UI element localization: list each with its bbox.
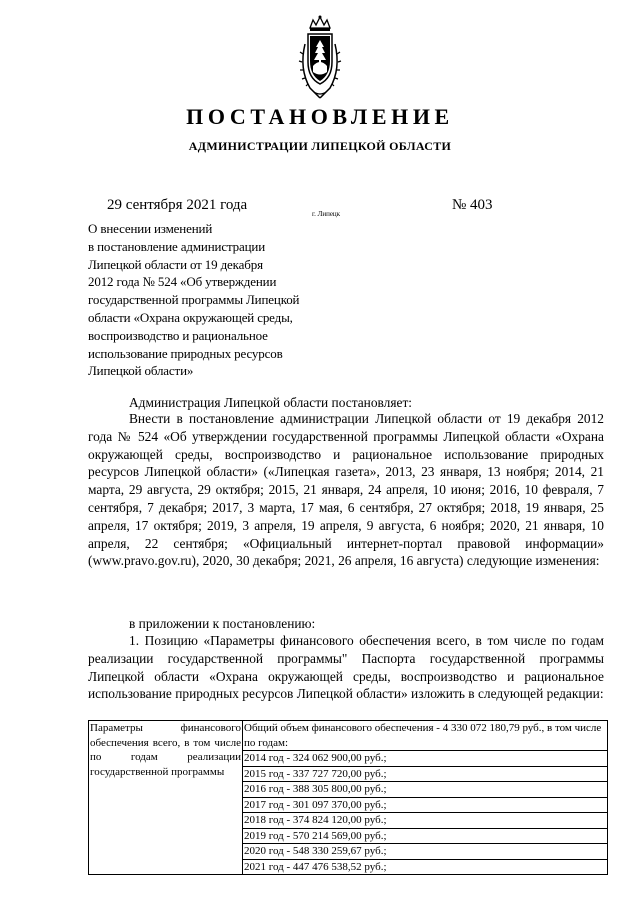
financing-year-line: 2020 год - 548 330 259,67 руб.; xyxy=(243,844,607,860)
intro-paragraph: Администрация Липецкой области постановляет: xyxy=(129,395,413,410)
financing-year-line: 2017 год - 301 097 370,00 руб.; xyxy=(243,798,607,814)
subject-line: использование природных ресурсов xyxy=(88,345,283,361)
appendix-paragraph: в приложении к постановлению: xyxy=(129,616,316,631)
subject-line: Липецкой области» xyxy=(88,363,194,379)
document-city: г. Липецк xyxy=(312,210,341,218)
subject-line: Липецкой области от 19 декабря xyxy=(88,256,263,272)
main-paragraph: Внести в постановление администрации Липецкой области от 19 декабря 2012 года № 524 «Об утверждении государственной программы Липецкой области «Охрана окружающей среды, воспроизводство и рациональное использование природных ресурсов Липецкой области» («Липецкая газета», 2013, 23 января, 13 ноября; 2014, 21 марта, 29 августа, 29 октября; 2015, 21 января, 24 апреля, 10 июня; 2016, 10 февраля, 7 сентября, 7 декабря; 2017, 3 марта, 17 мая, 6 сентября, 27 октября; 2018, 19 января, 25 апреля, 17 октября; 2019, 3 апреля, 19 апреля, 9 августа, 6 ноября; 2020, 21 января, 10 апреля, 22 сентября; «Официальный интернет-портал правовой информации» (www.pravo.gov.ru), 2020, 30 декабря; 2021, 26 апреля, 16 августа) следующие изменения: xyxy=(88,411,604,569)
financing-year-line: 2014 год - 324 062 900,00 руб.; xyxy=(243,750,607,767)
subject-line: государственной программы Липецкой xyxy=(88,292,300,308)
item1-paragraph: 1. Позицию «Параметры финансового обеспечения всего, в том числе по годам реализации государственной программы" Паспорта государственной программы Липецкой области «Охрана окружающей среды, воспроизводство и рациональное использование природных ресурсов Липецкой области» изложить в следующей редакции: xyxy=(88,633,604,702)
subject-line: О внесении изменений xyxy=(88,221,213,236)
financing-year-line: 2015 год - 337 727 720,00 руб.; xyxy=(243,767,607,783)
lipetsk-coat-of-arms-icon xyxy=(296,14,344,100)
table-row xyxy=(89,721,608,875)
document-number: № 403 xyxy=(452,197,493,213)
financing-year-line: 2019 год - 570 214 569,00 руб.; xyxy=(243,829,607,845)
financing-year-line: 2016 год - 388 305 800,00 руб.; xyxy=(243,782,607,798)
document-title: ПОСТАНОВЛЕНИЕ xyxy=(186,104,454,129)
document-date: 29 сентября 2021 года xyxy=(107,197,248,213)
subject-line: в постановление администрации xyxy=(88,238,266,254)
financing-total: Общий объем финансового обеспечения - 4 330 072 180,79 руб., в том числе по годам: xyxy=(244,722,602,749)
financing-year-line: 2018 год - 374 824 120,00 руб.; xyxy=(243,813,607,829)
financing-values-cell xyxy=(243,721,608,875)
financing-label-cell: Параметры финансового обеспечения всего, в том числе по годам реализации государственной программы xyxy=(89,721,243,875)
document-subject xyxy=(88,220,388,380)
document-subtitle: АДМИНИСТРАЦИИ ЛИПЕЦКОЙ ОБЛАСТИ xyxy=(188,139,452,153)
subject-line: 2012 года № 524 «Об утверждении xyxy=(88,274,277,290)
subject-line: области «Охрана окружающей среды, xyxy=(88,309,293,325)
financing-table xyxy=(88,720,608,875)
subject-line: воспроизводство и рациональное xyxy=(88,327,268,343)
financing-year-line: 2021 год - 447 476 538,52 руб.; xyxy=(244,860,387,873)
